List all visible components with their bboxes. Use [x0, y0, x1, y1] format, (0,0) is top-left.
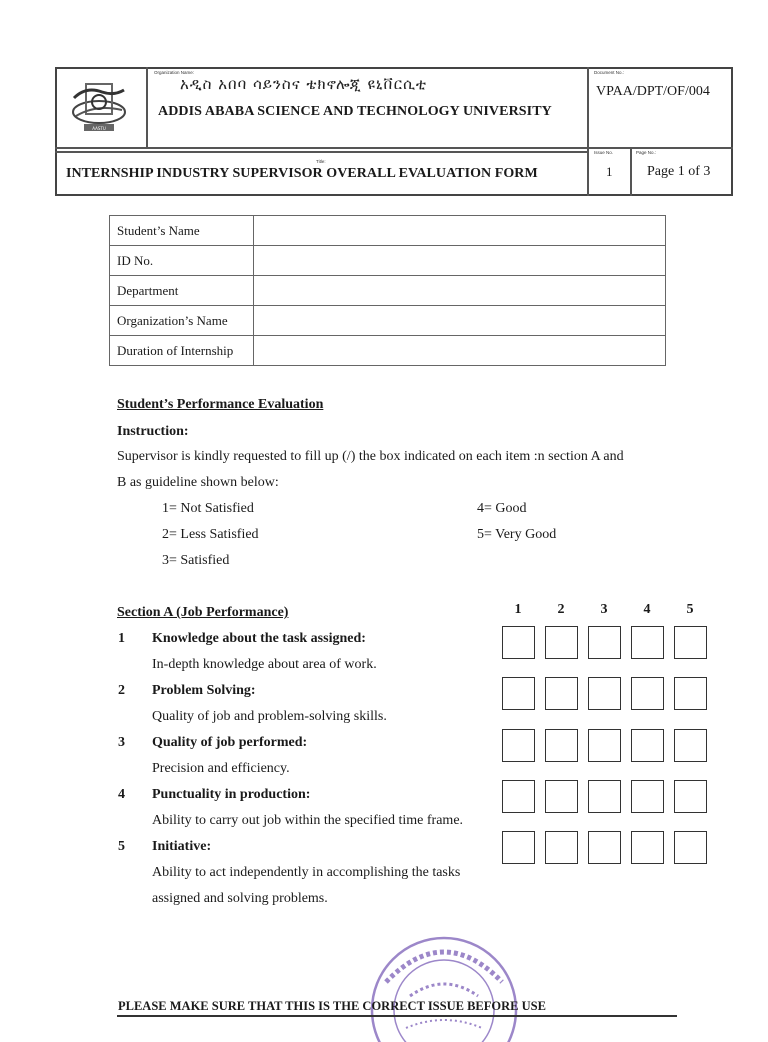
rating-checkbox[interactable] [674, 729, 707, 762]
item-title: Problem Solving: [152, 683, 256, 698]
student-info-table [109, 215, 666, 366]
header-divider [630, 147, 632, 196]
rating-checkbox[interactable] [631, 780, 664, 813]
org-name-label: Organization Name: [154, 70, 195, 75]
rating-column-header: 3 [600, 602, 608, 617]
item-description: Precision and efficiency. [152, 761, 290, 776]
org-name-amharic: አዲስ አበባ ሳይንስና ቴክኖሎጂ ዩኒቨርሲቲ [180, 75, 427, 93]
item-description: Ability to act independently in accomplishing the tasks [152, 865, 461, 880]
rating-checkbox[interactable] [502, 677, 535, 710]
rating-checkbox[interactable] [502, 780, 535, 813]
header-divider [55, 151, 587, 153]
rating-checkbox[interactable] [631, 831, 664, 864]
rating-checkbox[interactable] [631, 626, 664, 659]
page-no-label: Page No.: [636, 150, 657, 155]
scale-item: 4= Good [477, 501, 527, 516]
rating-checkbox[interactable] [674, 780, 707, 813]
item-title: Knowledge about the task assigned: [152, 631, 366, 646]
table-row [110, 246, 666, 276]
organization-name-field[interactable] [254, 306, 666, 336]
item-description: In-depth knowledge about area of work. [152, 657, 377, 672]
rating-checkbox[interactable] [631, 677, 664, 710]
id-no-field[interactable] [254, 246, 666, 276]
department-field[interactable] [254, 276, 666, 306]
footer-notice: PLEASE MAKE SURE THAT THIS IS THE CORRECT ISSUE BEFORE USE [118, 999, 546, 1013]
instruction-text: B as guideline shown below: [117, 475, 279, 490]
instruction-label: Instruction: [117, 424, 189, 439]
item-description: Quality of job and problem-solving skills. [152, 709, 387, 724]
evaluation-heading: Student’s Performance Evaluation [117, 397, 324, 412]
item-number: 4 [118, 787, 125, 802]
item-number: 5 [118, 839, 125, 854]
org-name: ADDIS ABABA SCIENCE AND TECHNOLOGY UNIVERSITY [158, 104, 552, 119]
item-number: 3 [118, 735, 125, 750]
id-no-label: ID No. [110, 246, 254, 276]
rating-checkbox[interactable] [588, 831, 621, 864]
header-divider [55, 147, 733, 149]
rating-checkbox[interactable] [545, 677, 578, 710]
rating-checkbox[interactable] [588, 780, 621, 813]
doc-no: VPAA/DPT/OF/004 [596, 84, 710, 99]
rating-checkbox[interactable] [674, 626, 707, 659]
section-a-heading: Section A (Job Performance) [117, 605, 289, 620]
scale-item: 3= Satisfied [162, 553, 230, 568]
student-name-label: Student’s Name [110, 216, 254, 246]
doc-no-label: Document No.: [594, 70, 625, 75]
svg-text:AASTU: AASTU [92, 126, 106, 131]
header-divider [587, 67, 589, 196]
instruction-text: Supervisor is kindly requested to fill up (/) the box indicated on each item :n section A and [117, 449, 624, 464]
item-description: assigned and solving problems. [152, 891, 328, 906]
form-title: INTERNSHIP INDUSTRY SUPERVISOR OVERALL EVALUATION FORM [66, 166, 538, 181]
rating-checkbox[interactable] [502, 626, 535, 659]
rating-checkbox[interactable] [545, 729, 578, 762]
department-label: Department [110, 276, 254, 306]
table-row [110, 216, 666, 246]
rating-column-header: 2 [557, 602, 565, 617]
item-number: 1 [118, 631, 125, 646]
item-title: Quality of job performed: [152, 735, 308, 750]
scale-item: 2= Less Satisfied [162, 527, 259, 542]
rating-column-header: 5 [686, 602, 694, 617]
footer-rule [117, 1015, 677, 1017]
page-no: Page 1 of 3 [647, 164, 711, 179]
rating-checkbox[interactable] [502, 729, 535, 762]
organization-name-label: Organization’s Name [110, 306, 254, 336]
rating-checkbox[interactable] [588, 626, 621, 659]
item-title: Punctuality in production: [152, 787, 311, 802]
rating-checkbox[interactable] [545, 780, 578, 813]
item-description: Ability to carry out job within the specified time frame. [152, 813, 464, 828]
rating-column-header: 1 [514, 602, 522, 617]
issue-no: 1 [606, 164, 613, 179]
table-row [110, 306, 666, 336]
table-row [110, 336, 666, 366]
header-divider [146, 67, 148, 147]
rating-checkbox[interactable] [674, 831, 707, 864]
item-number: 2 [118, 683, 125, 698]
title-label: Title: [316, 159, 326, 164]
rating-checkbox[interactable] [545, 831, 578, 864]
internship-duration-label: Duration of Internship [110, 336, 254, 366]
issue-no-label: Issue No. [594, 150, 614, 155]
rating-checkbox[interactable] [588, 677, 621, 710]
scale-item: 5= Very Good [477, 527, 557, 542]
rating-column-header: 4 [643, 602, 651, 617]
rating-checkbox[interactable] [502, 831, 535, 864]
university-logo-icon [66, 76, 132, 138]
rating-checkbox[interactable] [588, 729, 621, 762]
rating-checkbox[interactable] [631, 729, 664, 762]
student-name-field[interactable] [254, 216, 666, 246]
item-title: Initiative: [152, 839, 212, 854]
rating-checkbox[interactable] [545, 626, 578, 659]
official-stamp-icon [366, 932, 522, 1042]
scale-item: 1= Not Satisfied [162, 501, 254, 516]
internship-duration-field[interactable] [254, 336, 666, 366]
rating-checkbox[interactable] [674, 677, 707, 710]
table-row [110, 276, 666, 306]
